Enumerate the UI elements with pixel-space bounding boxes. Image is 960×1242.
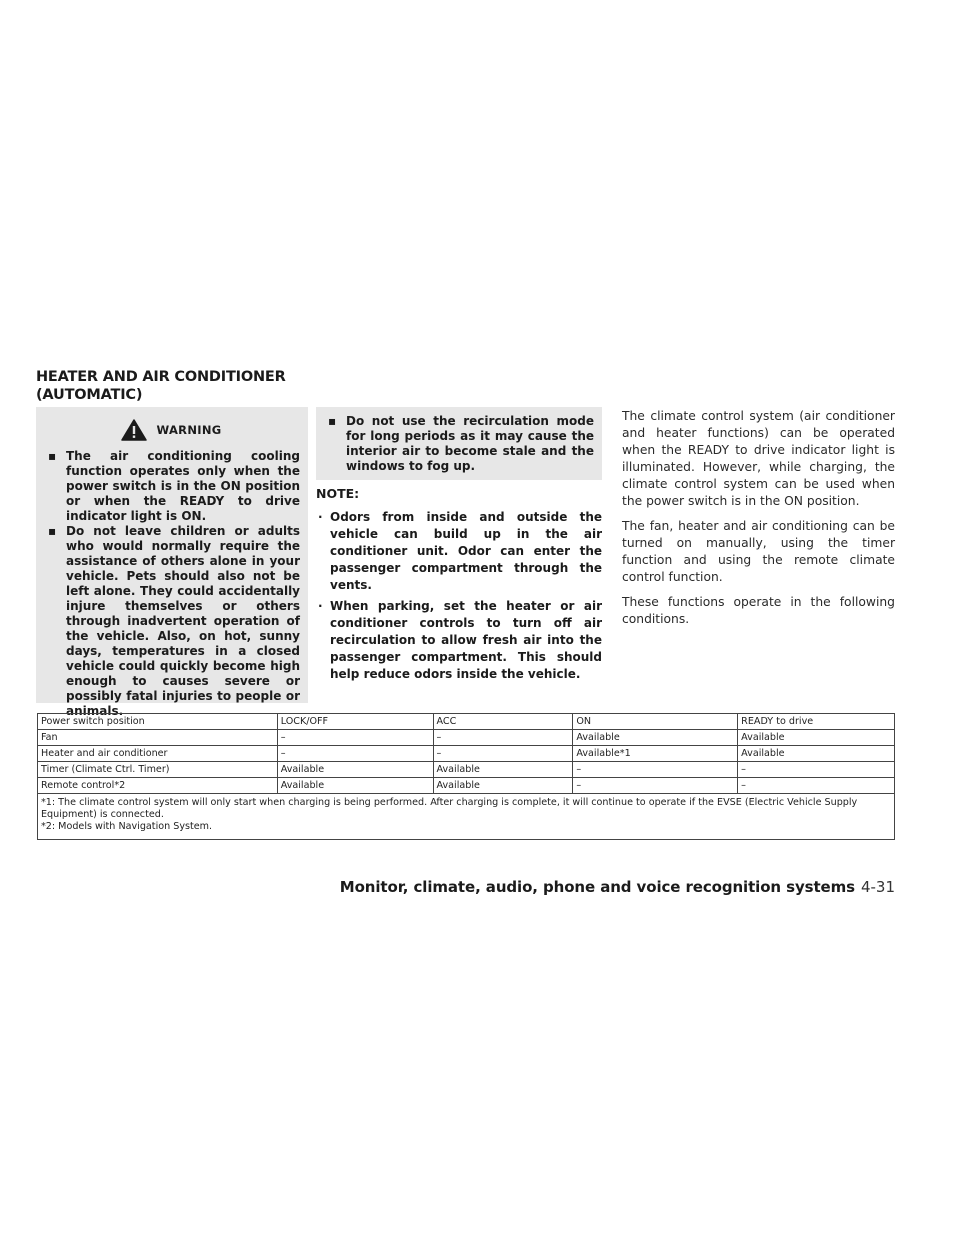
warning-box-continued xyxy=(316,407,602,480)
note-item xyxy=(316,509,602,594)
table-cell: – xyxy=(433,730,573,746)
note-item-text: When parking, set the heater or air conditioner controls to turn off air recirculation to allow fresh air into the passenger compartment. This should help reduce odors inside the vehicle. xyxy=(330,599,602,681)
section-title xyxy=(36,368,336,404)
table-row xyxy=(38,762,895,778)
table-cell: Available xyxy=(738,746,895,762)
note-list xyxy=(316,509,602,683)
table-cell: Available xyxy=(433,778,573,794)
table-header-cell: READY to drive xyxy=(738,714,895,730)
table-notes-row xyxy=(38,794,895,840)
warning-list-continued xyxy=(322,414,594,474)
note-item-text: Odors from inside and outside the vehicle can build up in the air conditioner unit. Odor can enter the passenger compartment through the vents. xyxy=(330,510,602,592)
table-cell: Fan xyxy=(38,730,278,746)
body-paragraph: These functions operate in the following conditions. xyxy=(622,595,895,626)
body-text-column xyxy=(622,408,895,636)
table-header-cell: LOCK/OFF xyxy=(277,714,433,730)
warning-box xyxy=(36,407,308,718)
warning-item-text: Do not leave children or adults who would normally require the assistance of others alone in your vehicle. Pets should also not be left alone. They could accidentally injure themselves or others through inadvertent operation of the vehicle. Also, on hot, sunny days, temperatures in a closed vehicle could quickly become high enough to causes severe or possibly fatal injuries to people or animals. xyxy=(66,524,300,718)
table-cell: – xyxy=(573,778,738,794)
warning-header xyxy=(42,419,300,441)
bullet-icon: · xyxy=(318,510,323,524)
table-cell: Available xyxy=(573,730,738,746)
note-title: NOTE: xyxy=(316,486,360,501)
table-row xyxy=(38,730,895,746)
table-cell: Available xyxy=(277,778,433,794)
bullet-icon: ▪ xyxy=(328,414,337,428)
chapter-title: Monitor, climate, audio, phone and voice recognition systems xyxy=(339,878,855,896)
table-cell: Available xyxy=(738,730,895,746)
note-block xyxy=(316,486,602,687)
table-row xyxy=(38,778,895,794)
page-number: 4-31 xyxy=(860,878,895,896)
table-row xyxy=(38,746,895,762)
warning-list xyxy=(42,449,300,719)
table-cell: Timer (Climate Ctrl. Timer) xyxy=(38,762,278,778)
table-header-cell: Power switch position xyxy=(38,714,278,730)
table-cell: – xyxy=(738,762,895,778)
table-header-cell: ACC xyxy=(433,714,573,730)
table-notes-cell xyxy=(38,794,895,840)
table-footnote: *2: Models with Navigation System. xyxy=(41,821,213,832)
table-cell: – xyxy=(573,762,738,778)
page-footer xyxy=(340,878,895,896)
warning-item xyxy=(42,524,300,719)
warning-title: WARNING xyxy=(156,423,222,437)
table-header-cell: ON xyxy=(573,714,738,730)
conditions-table xyxy=(37,713,895,840)
warning-item xyxy=(322,414,594,474)
body-paragraph: The climate control system (air conditioner and heater functions) can be operated when the READY to drive indicator light is illuminated. However, while charging, the climate control system can be used when the power switch is in the ON position. xyxy=(622,409,895,508)
table-cell: Remote control*2 xyxy=(38,778,278,794)
note-item xyxy=(316,598,602,683)
warning-item-text: Do not use the recirculation mode for long periods as it may cause the interior air to become stale and the windows to fog up. xyxy=(346,414,594,473)
body-paragraph: The fan, heater and air conditioning can be turned on manually, using the timer function and using the remote climate control function. xyxy=(622,519,895,584)
warning-item xyxy=(42,449,300,524)
table-footnote: *1: The climate control system will only start when charging is being performed. After charging is complete, it will continue to operate if the EVSE (Electric Vehicle Supply Equipment) is connected. xyxy=(41,797,858,820)
table-cell: – xyxy=(738,778,895,794)
bullet-icon: · xyxy=(318,599,323,613)
warning-triangle-icon xyxy=(121,419,147,441)
table-cell: – xyxy=(277,730,433,746)
section-title-line1: HEATER AND AIR CONDITIONER xyxy=(36,369,286,385)
table-header-row xyxy=(38,714,895,730)
table-cell: Available xyxy=(433,762,573,778)
table-cell: Heater and air conditioner xyxy=(38,746,278,762)
table-cell: Available xyxy=(277,762,433,778)
table-cell: Available*1 xyxy=(573,746,738,762)
section-title-line2: (AUTOMATIC) xyxy=(36,387,143,403)
warning-item-text: The air conditioning cooling function operates only when the power switch is in the ON position or when the READY to drive indicator light is ON. xyxy=(66,449,300,523)
bullet-icon: ▪ xyxy=(48,449,57,463)
table-cell: – xyxy=(277,746,433,762)
bullet-icon: ▪ xyxy=(48,524,57,538)
table-cell: – xyxy=(433,746,573,762)
